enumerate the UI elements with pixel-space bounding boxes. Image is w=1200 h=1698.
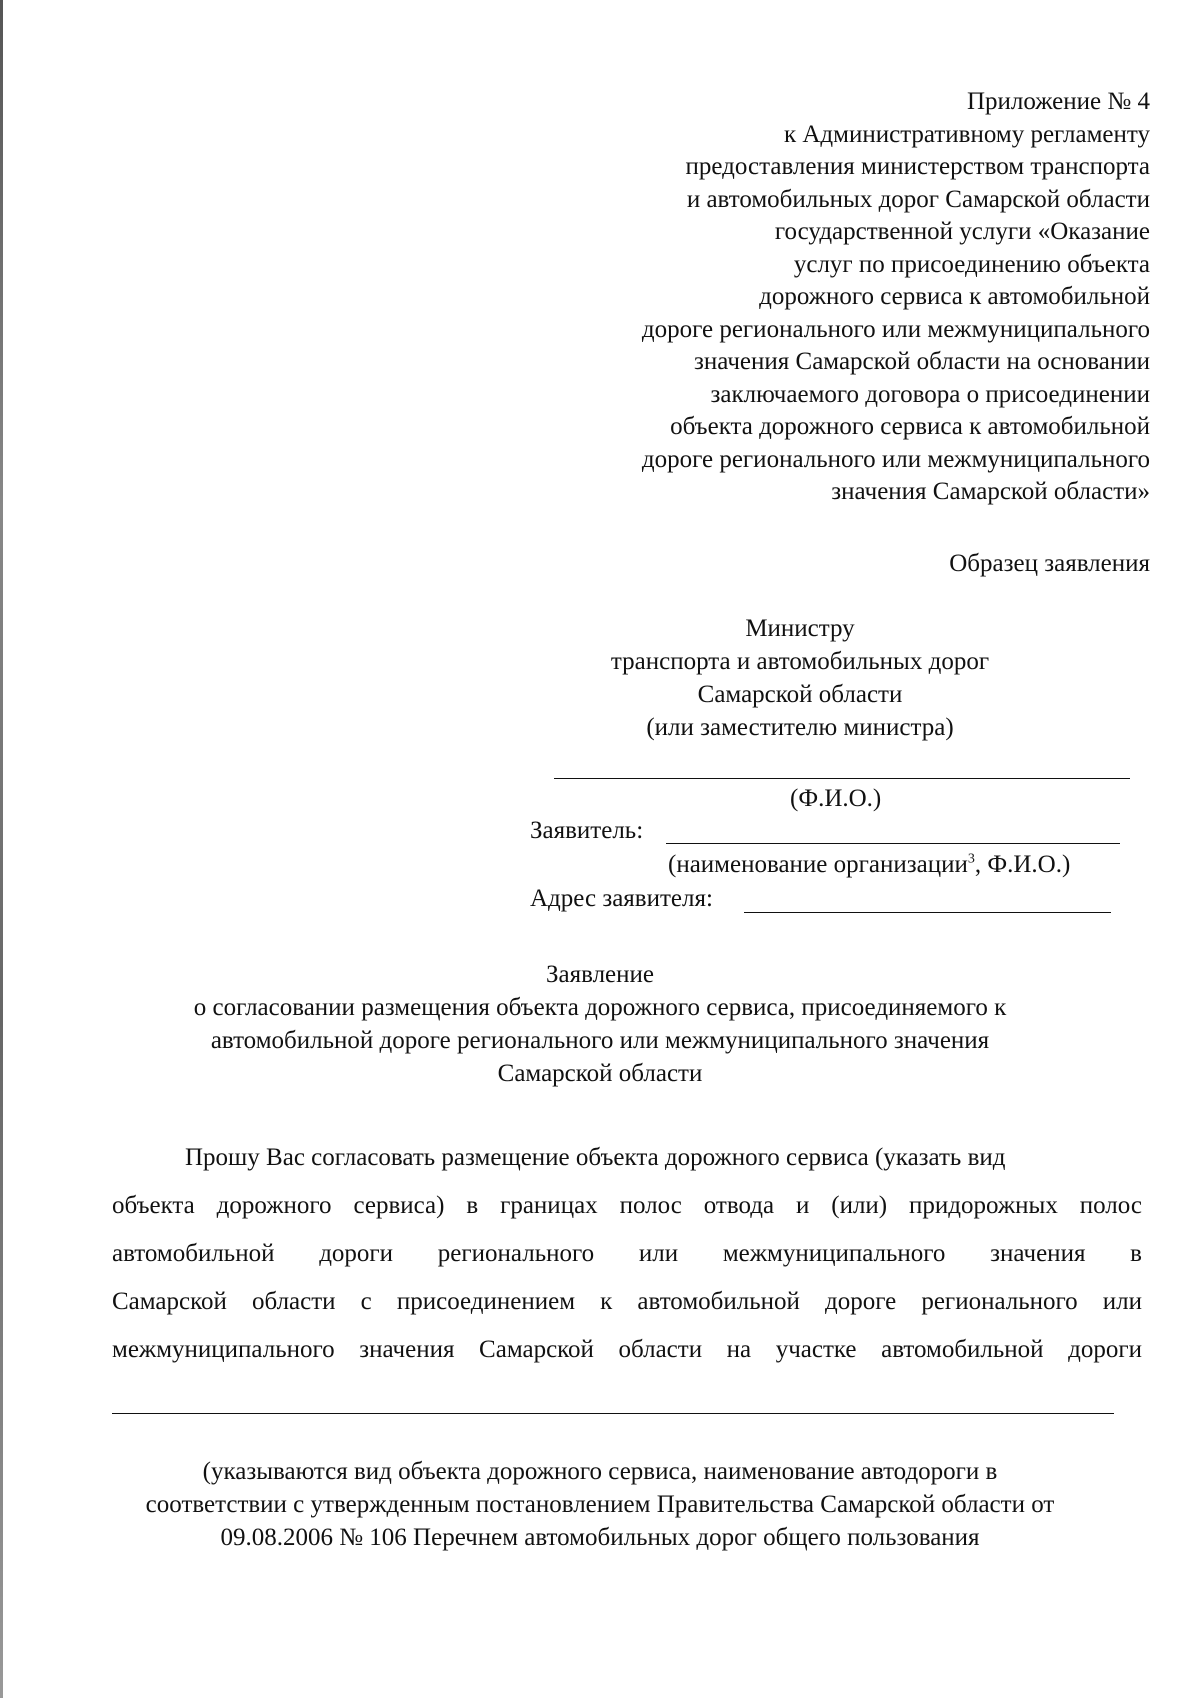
appendix-line: услуг по присоединению объекта [793,250,1150,278]
organization-caption-prefix: (наименование организации [668,851,968,878]
appendix-header [642,86,1150,509]
heading-line: Самарской области [497,1060,703,1087]
appendix-line: дорожного сервиса к автомобильной [759,283,1150,310]
heading-line: о согласовании размещения объекта дорожного сервиса, присоединяемого к [193,994,1007,1021]
heading-line: автомобильной дороге регионального или межмуниципального значения [210,1027,990,1054]
application-body [112,1142,1142,1382]
note-line: 09.08.2006 № 106 Перечнем автомобильных дорог общего пользования [220,1524,980,1551]
addressee-block [550,612,1050,744]
applicant-blank-line[interactable] [666,843,1120,844]
body-line: межмуниципального значения Самарской области на участке автомобильной дороги [112,1336,1142,1363]
appendix-line: объекта дорожного сервиса к автомобильной [670,413,1150,440]
address-label: Адрес заявителя: [530,885,713,912]
fio-blank-line[interactable] [554,778,1130,779]
explanatory-note [100,1455,1100,1554]
body-line: Самарской области с присоединением к автомобильной дороге регионального или [112,1288,1142,1315]
scan-edge [0,0,3,1698]
appendix-line: дороге регионального или межмуниципального [641,445,1150,473]
applicant-label: Заявитель: [530,817,644,844]
addressee-line: (или заместителю министра) [646,714,954,741]
note-line: соответствии с утвержденным постановлением Правительства Самарской области от [145,1491,1055,1518]
appendix-line: предоставления министерством транспорта [685,153,1150,180]
body-line: Прошу Вас согласовать размещение объекта дорожного сервиса (указать вид [185,1144,1006,1171]
organization-caption [668,849,1070,881]
appendix-line: дороге регионального или межмуниципального [641,315,1150,343]
appendix-line: значения Самарской области на основании [694,348,1150,375]
heading-title: Заявление [545,961,655,988]
addressee-line: Самарской области [697,681,903,708]
footnote-mark: 3 [967,851,975,867]
road-section-blank-line[interactable] [112,1413,1114,1414]
appendix-line: заключаемого договора о присоединении [710,380,1150,408]
address-blank-line[interactable] [744,912,1111,913]
body-line: автомобильной дороги регионального или межмуниципального значения в [112,1240,1142,1267]
note-line: (указываются вид объекта дорожного сервиса, наименование автодороги в [202,1458,998,1485]
organization-caption-suffix: , Ф.И.О.) [974,851,1071,878]
addressee-line: Министру [745,615,855,642]
appendix-line: значения Самарской области» [831,478,1150,505]
appendix-line: и автомобильных дорог Самарской области [686,185,1150,213]
fio-caption: (Ф.И.О.) [790,785,882,812]
addressee-line: транспорта и автомобильных дорог [610,648,990,675]
application-heading [100,958,1100,1090]
appendix-line: к Административному регламенту [783,120,1150,148]
appendix-line: государственной услуги «Оказание [774,218,1150,245]
appendix-line: Приложение № 4 [966,88,1150,115]
body-line: объекта дорожного сервиса) в границах полос отвода и (или) придорожных полос [112,1192,1142,1219]
sample-label: Образец заявления [949,550,1150,577]
